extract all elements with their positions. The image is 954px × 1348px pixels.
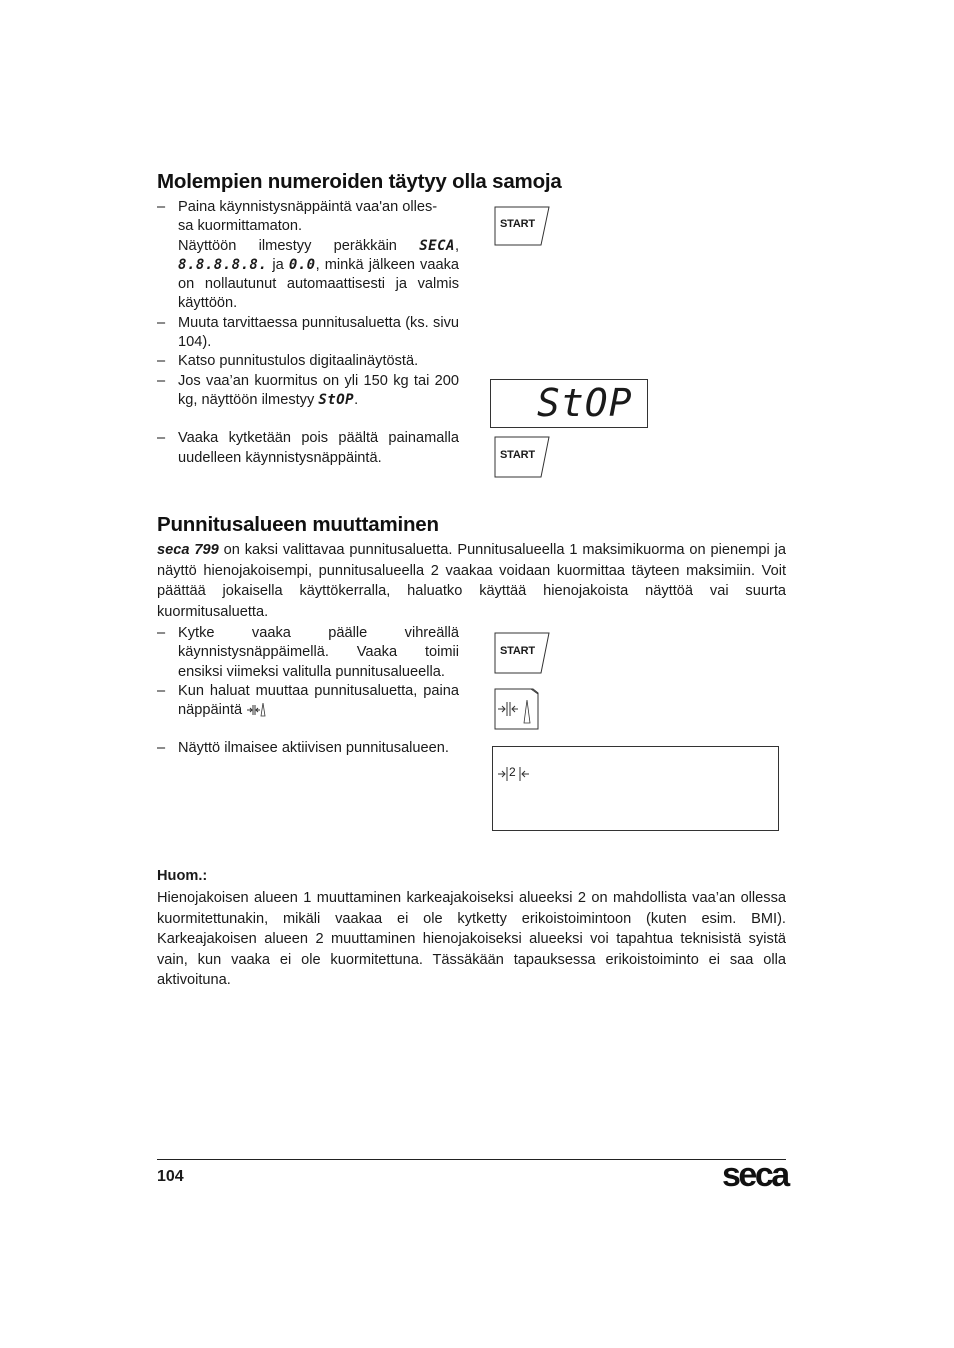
- display-text-eights: 8.8.8.8.8.: [178, 256, 268, 273]
- page-number: 104: [157, 1168, 184, 1185]
- range-number: 2: [509, 765, 516, 779]
- list-item: – Näyttö ilmaisee aktiivisen punnitusalueen.: [157, 740, 449, 757]
- display-text-seca: SECA: [419, 237, 455, 254]
- range-display: [492, 746, 779, 831]
- display-text-zero: 0.0: [288, 256, 316, 273]
- seca-logo: seca: [722, 1156, 788, 1194]
- instruction-list: [157, 624, 459, 759]
- list-item: – Muuta tarvittaessa punnitusaluetta (ks. sivu 104).: [157, 314, 459, 351]
- list-item: – Jos vaa’an kuormitus on yli 150 kg tai 200 kg, näyttöön ilmestyy StOP.: [157, 372, 459, 408]
- list-item: – Katso punnitustulos digitaalinäytöstä.: [157, 353, 419, 370]
- instruction-list: [157, 198, 459, 468]
- section-title: Molempien numeroiden täytyy olla samoja: [157, 170, 562, 193]
- start-key[interactable]: START: [494, 632, 546, 670]
- note-text: Hienojakoisen alueen 1 muuttaminen karkeajakoiseksi alueeksi 2 on mahdollista vaa’an ollessa kuormitettunakin, mikäli vaakaa ei ole kytketty erikoistoimintoon (kuten esim. BMI). Karkeajakoisen alueen 2 muuttaminen hienojakoiseksi alueeksi voi tapahtua teknisistä syistä vain, kun vaaka ei ole kuormitettuna. Tässäkään tapauksessa erikoistoiminto ei saa olla aktivoituna.: [157, 890, 786, 988]
- footer-rule: [157, 1159, 786, 1160]
- list-item: – Kytke vaaka päälle vihreällä käynnistysnäppäimellä. Vaaka toimii ensiksi viimeksi valitulla punnitusalueella.: [157, 625, 459, 680]
- intro-paragraph: seca 799 on kaksi valittavaa punnitusaluetta. Punnitusalueella 1 maksimikuorma on pienempi ja näyttö hienojakoisempi, punnitusalueella 2 vaakaa voidaan kuormittaa täyteen maksimiin. Voit päättää jokaisella käyttökerralla, haluatko käyttää hienojakoista näyttöä vai suurta kuormitusaluetta.: [157, 542, 786, 620]
- section-title: Punnitusalueen muuttaminen: [157, 513, 439, 536]
- range-change-key[interactable]: [494, 688, 540, 730]
- scale-display: [490, 379, 648, 428]
- start-key[interactable]: START: [494, 436, 546, 474]
- note-heading: Huom.:: [157, 868, 208, 884]
- list-item: – Paina käynnistysnäppäintä vaa'an olles- sa kuormittamaton. Näyttöön ilmestyy peräkkäin SECA, 8.8.8.8.8. ja 0.0, minkä jälkeen vaaka on nollautunut automaattisesti ja valmis käyttöön.: [157, 199, 459, 312]
- display-text-stop: StOP: [318, 391, 355, 408]
- list-item: – Vaaka kytketään pois päältä painamalla uudelleen käynnistysnäppäintä.: [157, 430, 459, 466]
- brand-name: seca 799: [157, 542, 219, 558]
- range-key-icon: [494, 688, 540, 730]
- display-stop-text: StOP: [537, 381, 633, 425]
- start-key[interactable]: START: [494, 206, 546, 244]
- list-item: – Kun haluat muuttaa punnitusaluetta, paina näppäintä: [157, 682, 459, 719]
- range-key-icon: [246, 701, 266, 717]
